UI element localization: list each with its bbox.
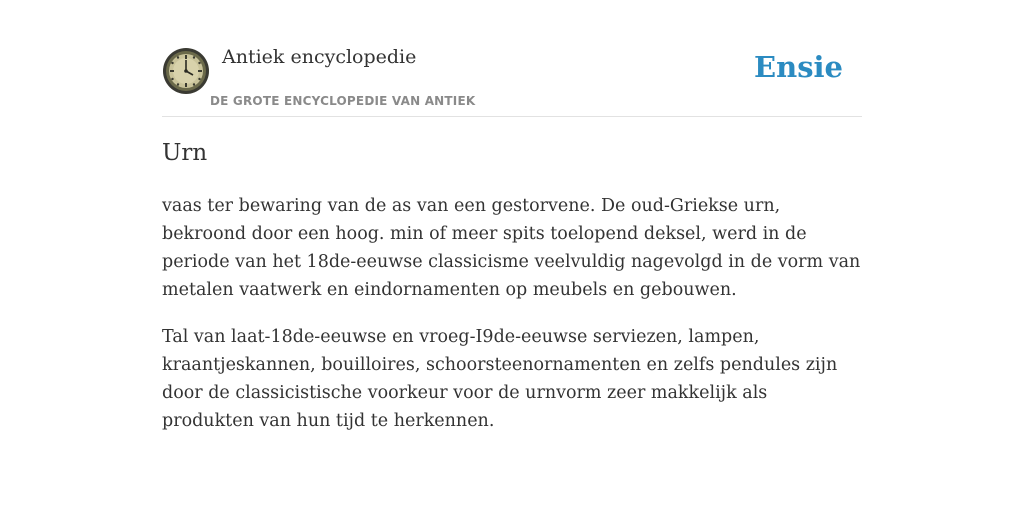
- article-body: [162, 192, 862, 454]
- site-header: [162, 44, 862, 117]
- antique-clock-icon[interactable]: [162, 47, 210, 95]
- article-paragraph: vaas ter bewaring van de as van een gestorvene. De oud-Griekse urn, bekroond door een hoog. min of meer spits toelopend deksel, werd in de periode van het 18de-eeuwse classicisme veelvuldig nagevolgd in de vorm van metalen vaatwerk en eindornamenten op meubels en gebouwen.: [162, 196, 861, 300]
- brand-logo-link[interactable]: Ensie: [754, 50, 843, 84]
- article-paragraph: Tal van laat-18de-eeuwse en vroeg-I9de-eeuwse serviezen, lampen, kraantjeskannen, bouilloires, schoorsteenornamenten en zelfs pendules zijn door de classicistische voorkeur voor de urnvorm zeer makkelijk als produkten van hun tijd te herkennen.: [162, 327, 838, 431]
- article-title: Urn: [162, 140, 208, 166]
- site-subtitle: DE GROTE ENCYCLOPEDIE VAN ANTIEK: [210, 94, 476, 108]
- site-title[interactable]: Antiek encyclopedie: [222, 46, 417, 68]
